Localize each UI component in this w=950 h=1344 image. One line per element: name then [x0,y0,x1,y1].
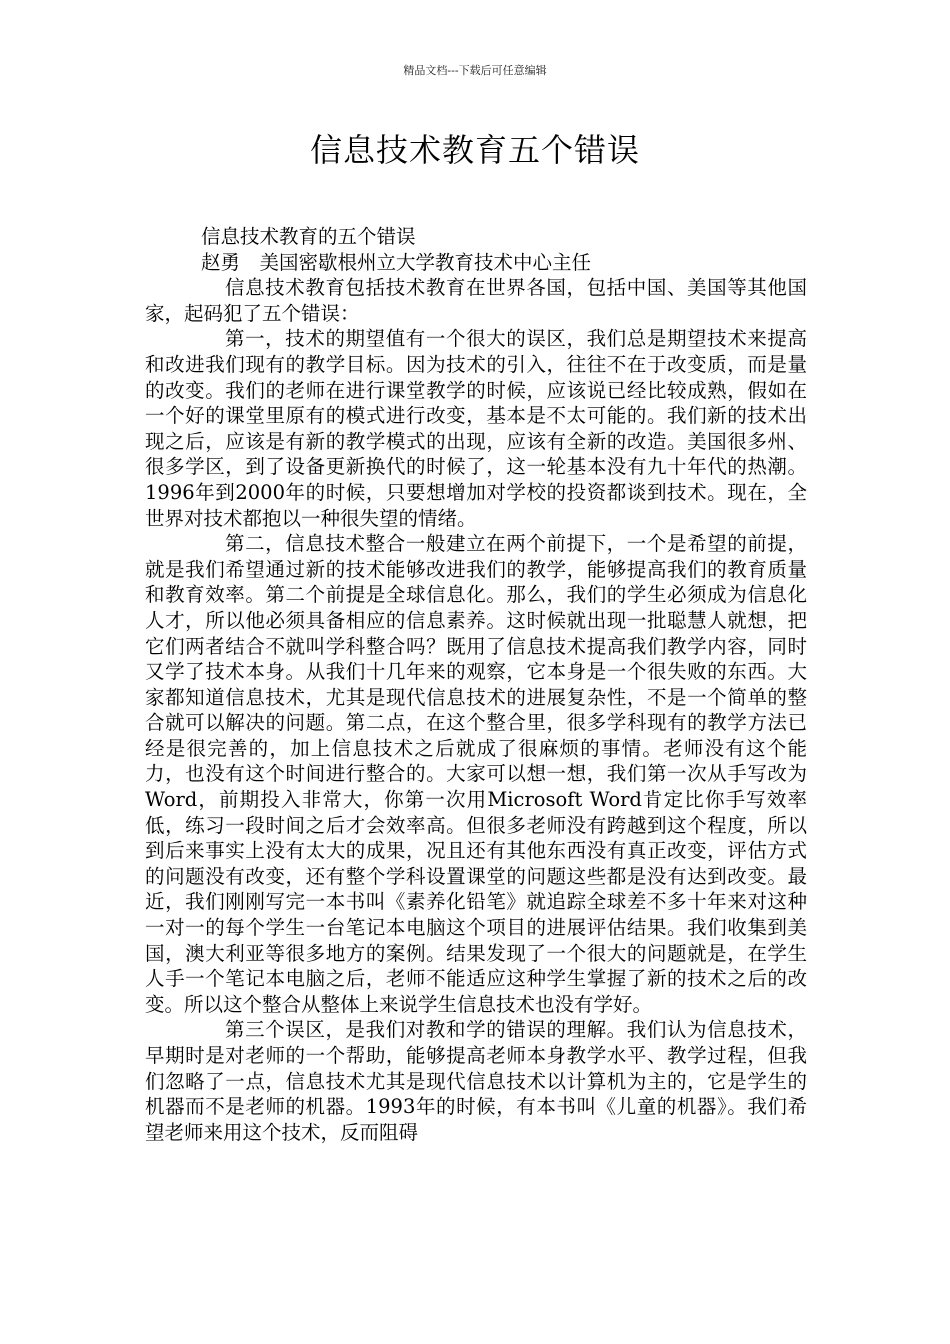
paragraph-third-error: 第三个误区，是我们对教和学的错误的理解。我们认为信息技术，早期时是对老师的一个帮助，能够提高老师本身教学水平、教学过程，但我们忽略了一点，信息技术尤其是现代信息技术以计算机为主的，它是学生的机器而不是老师的机器。1993年的时候，有本书叫《儿童的机器》。我们希望老师来用这个技术，反而阻碍 [145,1018,807,1144]
page-header: 精品文档---下载后可任意编辑 [403,64,547,77]
paragraph-second-error: 第二，信息技术整合一般建立在两个前提下，一个是希望的前提，就是我们希望通过新的技术能够改进我们的教学，能够提高我们的教育质量和教育效率。第二个前提是全球信息化。那么，我们的学生必须成为信息化人才，所以他必须具备相应的信息素养。这时候就出现一批聪慧人就想，把它们两者结合不就叫学科整合吗？既用了信息技术提高我们教学内容，同时又学了技术本身。从我们十几年来的观察，它本身是一个很失败的东西。大家都知道信息技术，尤其是现代信息技术的进展复杂性，不是一个简单的整合就可以解决的问题。第二点，在这个整合里，很多学科现有的教学方法已经是很完善的，加上信息技术之后就成了很麻烦的事情。老师没有这个能力，也没有这个时间进行整合的。大家可以想一想，我们第一次从手写改为Word，前期投入非常大，你第一次用Microsoft Word肯定比你手写效率低，练习一段时间之后才会效率高。但很多老师没有跨越到这个程度，所以到后来事实上没有太大的成果，况且还有其他东西没有真正改变，评估方式的问题没有改变，还有整个学科设置课堂的问题这些都是没有达到改变。最近，我们刚刚写完一本书叫《素养化铅笔》就追踪全球差不多十年来对这种一对一的每个学生一台笔记本电脑这个项目的进展评估结果。我们收集到美国，澳大利亚等很多地方的案例。结果发现了一个很大的问题就是，在学生人手一个笔记本电脑之后，老师不能适应这种学生掌握了新的技术之后的改变。所以这个整合从整体上来说学生信息技术也没有学好。 [145,532,807,1016]
paragraph-first-error: 第一，技术的期望值有一个很大的误区，我们总是期望技术来提高和改进我们现有的教学目标。因为技术的引入，往往不在于改变质，而是量的改变。我们的老师在进行课堂教学的时候，应该说已经比较成熟，假如在一个好的课堂里原有的模式进行改变，基本是不太可能的。我们新的技术出现之后，应该是有新的教学模式的出现，应该有全新的改造。美国很多州、很多学区，到了设备更新换代的时候了，这一轮基本没有九十年代的热潮。1996年到2000年的时候，只要想增加对学校的投资都谈到技术。现在，全世界对技术都抱以一种很失望的情绪。 [145,327,807,530]
page-title: 信息技术教育五个错误 [309,131,640,169]
document-body [145,224,807,1145]
author-line: 赵勇 美国密歇根州立大学教育技术中心主任 [201,250,592,274]
paragraph-intro: 信息技术教育包括技术教育在世界各国，包括中国、美国等其他国家，起码犯了五个错误： [145,276,807,325]
article-subtitle: 信息技术教育的五个错误 [201,225,416,248]
